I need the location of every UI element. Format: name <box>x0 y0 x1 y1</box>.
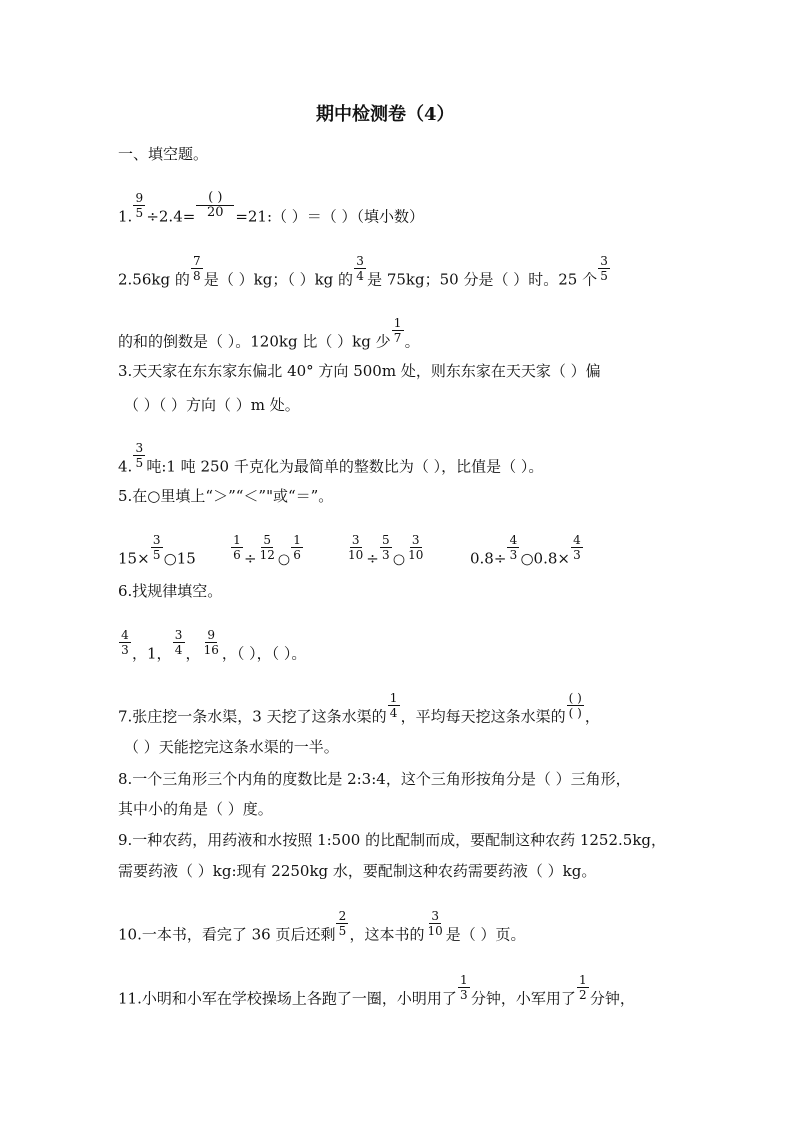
question-7-line-1: 7.张庄挖一条水渠，3 天挖了这条水渠的 $\frac{1}{4}$ ，平均每天挖这条水渠的 $\frac{( )}{( )}$ ， <box>118 691 600 726</box>
question-4: 4. $\frac{3}{5}$ 吨:1 吨 250 千克化为最简单的整数比为（ ），比值是（ ）。 <box>118 441 544 476</box>
question-2-line-2: 的和的倒数是（ ）。120kg 比（ ）kg 少 $\frac{1}{7}$ 。 <box>118 316 420 351</box>
question-6-sequence: $\frac{4}{3}$ ，1， $\frac{3}{4}$ ， $\frac{9}{16}$ ，（ ），（ ）。 <box>118 640 306 669</box>
question-3-line-1: 3.天天家在东东家东偏北 40° 方向 500m 处，则东东家在天天家（ ）偏 <box>118 362 601 380</box>
question-3-line-2: （ ）（ ）方向（ ）m 处。 <box>124 396 300 414</box>
compare-item-1: 15× $\frac{3}{5}$ ○15 <box>118 533 196 568</box>
question-8-line-2: 其中小的角是（ ）度。 <box>118 800 273 818</box>
compare-item-3: $\frac{3}{10}$ ÷ $\frac{5}{3}$ ○ $\frac{3}{10}$ <box>348 533 424 568</box>
question-7-line-2: （ ）天能挖完这条水渠的一半。 <box>124 738 339 756</box>
question-1: 1. $\frac{9}{5}$ ÷2.4= $\frac{( )}{20}$ =21:（ ）＝（ ）（填小数） <box>118 190 425 226</box>
compare-item-2: $\frac{1}{6}$ ÷ $\frac{5}{12}$ ○ $\frac{1}{6}$ <box>230 545 304 574</box>
question-5: 5.在○里填上“＞”“＜”"或“＝”。 <box>118 487 334 505</box>
question-9-line-2: 需要药液（ ）kg:现有 2250kg 水，要配制这种农药需要药液（ ）kg。 <box>118 862 597 880</box>
compare-item-4: 0.8÷ $\frac{4}{3}$ ○0.8× $\frac{4}{3}$ <box>470 545 584 574</box>
question-8-line-1: 8.一个三角形三个内角的度数比是 2:3:4，这个三角形按角分是（ ）三角形， <box>118 770 631 788</box>
question-10: 10.一本书，看完了 36 页后还剩 $\frac{2}{5}$ ，这本书的 $\frac{3}{10}$ 是（ ）页。 <box>118 909 526 944</box>
page-title: 期中检测卷（4） <box>316 104 455 125</box>
question-9-line-1: 9.一种农药，用药液和水按照 1:500 的比配制而成，要配制这种农药 1252.5kg， <box>118 831 667 849</box>
question-11: 11.小明和小军在学校操场上各跑了一圈，小明用了 $\frac{1}{3}$ 分钟，小军用了 $\frac{1}{2}$ 分钟， <box>118 973 635 1008</box>
question-6: 6.找规律填空。 <box>118 582 223 600</box>
section-heading: 一、填空题。 <box>118 145 209 163</box>
question-2-line-1: 2.56kg 的 $\frac{7}{8}$ 是（ ）kg；（ ）kg 的 $\frac{3}{4}$ 是 75kg；50 分是（ ）时。25 个 $\frac{3}{5}$ <box>118 266 611 295</box>
